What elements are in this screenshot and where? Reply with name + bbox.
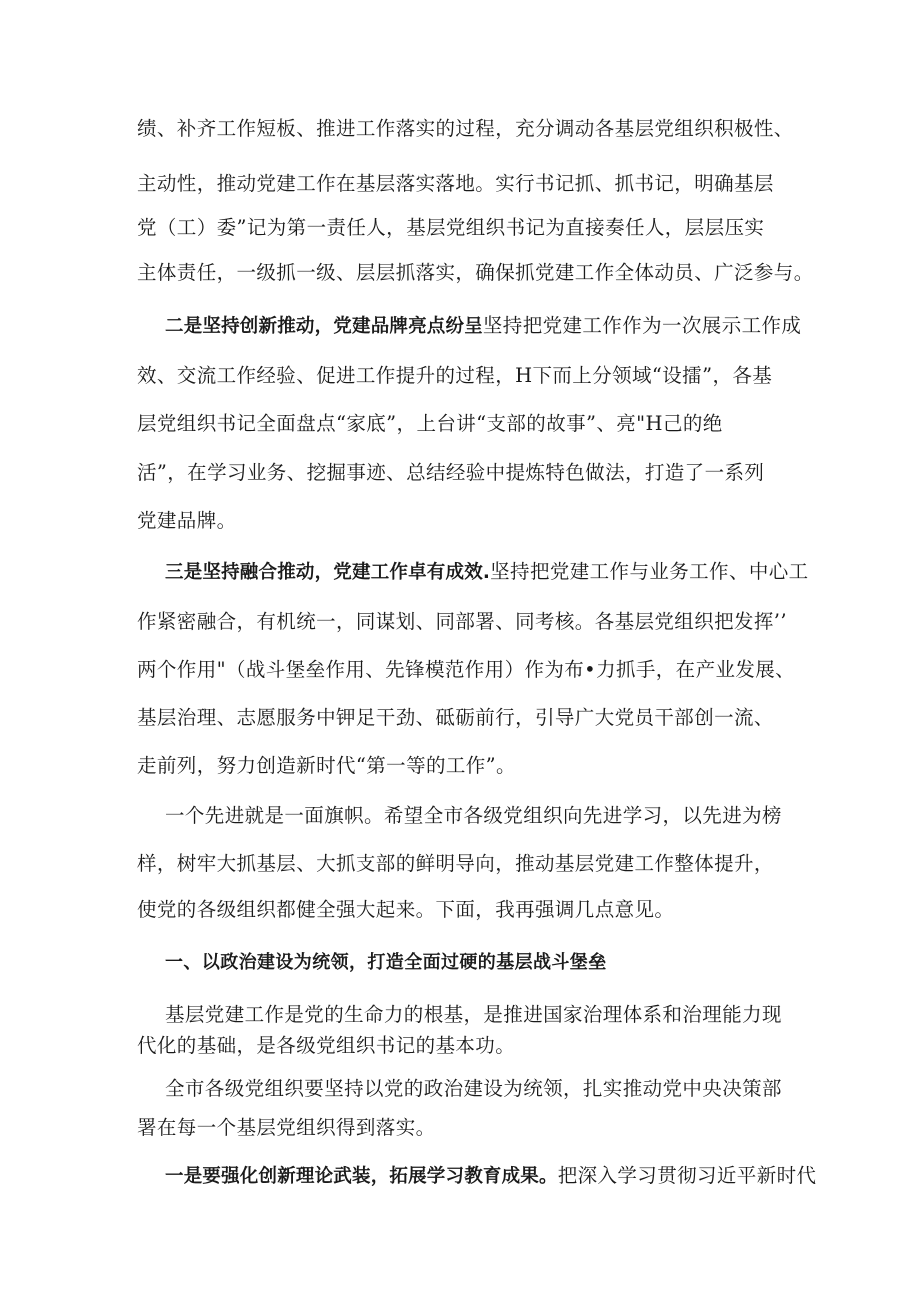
line-text: 活”，在学习业务、挖掘事迹、总结经验中提炼特色做法，打造了一系列 — [137, 461, 765, 484]
line-text: 基层党建工作是党的生命力的根基，是推进国家治理体系和治理能力现 — [165, 1003, 782, 1026]
line-text: 使党的各级组织都健全强大起来。下面，我再强调几点意见。 — [137, 898, 675, 921]
line-text: 署在每一个基层党组织得到落实。 — [137, 1116, 436, 1139]
line-text: 党建品牌。 — [137, 509, 237, 532]
paragraph-lead-line — [165, 560, 809, 585]
text-line — [137, 364, 772, 388]
line-text: 效、交流工作经验、促进工作提升的过程，H下而上分领域“设擂”，各基 — [137, 364, 773, 387]
text-line — [137, 216, 764, 240]
text-line — [137, 261, 814, 285]
line-text: 两个作用"（战斗堡垒作用、先锋模范作用）作为布•力抓手，在产业发展、 — [137, 658, 796, 681]
text-line — [137, 898, 674, 922]
text-line — [165, 1003, 782, 1027]
line-text: 全市各级党组织要坚持以党的政治建设为统领，扎实推动党中央决策部 — [165, 1077, 782, 1100]
line-text: 作紧密融合，有机统一，同谋划、同部署、同考核。各基层党组织把发挥’’ — [137, 610, 787, 633]
text-line — [137, 412, 723, 436]
text-line — [137, 1116, 436, 1140]
text-line — [137, 610, 787, 634]
line-text: 绩、补齐工作短板、推进工作落实的过程，充分调动各基层党组织积极性、 — [137, 117, 794, 140]
line-text: 基层治理、志愿服务中钾足干劲、砥砺前行，引导广大党员干部创一流、 — [137, 706, 774, 729]
text-line — [137, 461, 764, 485]
line-text: 主体责任，一级抓一级、层层抓落实，确保抓党建工作全体动员、广泛参与。 — [137, 261, 814, 284]
text-line — [137, 852, 774, 876]
line-text: 把深入学习贯彻习近平新时代 — [557, 1164, 817, 1187]
text-line — [137, 172, 774, 196]
line-text: 主动性，推动党建工作在基层落实落地。实行书记抓、抓书记，明确基层 — [137, 172, 774, 195]
text-line — [137, 509, 237, 533]
line-text: 坚持把党建工作与业务工作、中心工 — [490, 560, 809, 583]
text-line — [137, 706, 774, 730]
paragraph-lead: 二是坚持创新推动，党建品牌亮点纷呈 — [165, 316, 483, 337]
paragraph-lead-line — [165, 314, 801, 339]
text-line — [137, 658, 795, 682]
paragraph-lead: 三是坚持融合推动，党建工作卓有成效. — [165, 562, 491, 583]
section-heading — [165, 950, 607, 975]
line-text: 走前列，努力创造新时代“第一等的工作”。 — [137, 754, 516, 777]
text-line — [165, 804, 782, 828]
line-text: 党（工）委”记为第一责任人，基层党组织书记为直接奏任人，层层压实 — [137, 216, 765, 239]
line-text: 代化的基础，是各级党组织书记的基本功。 — [137, 1034, 516, 1057]
text-line — [165, 1077, 782, 1101]
section-heading-text: 一、以政治建设为统领，打造全面过硬的基层战斗堡垒 — [165, 952, 607, 973]
text-line — [137, 754, 516, 778]
line-text: 坚持把党建工作作为一次展示工作成 — [482, 314, 802, 337]
line-text: 一个先进就是一面旗帜。希望全市各级党组织向先进学习，以先进为榜 — [165, 804, 782, 827]
paragraph-lead-line — [165, 1164, 816, 1189]
text-line — [137, 117, 794, 141]
line-text: 样，树牢大抓基层、大抓支部的鲜明导向，推动基层党建工作整体提升， — [137, 852, 774, 875]
text-line — [137, 1034, 515, 1058]
paragraph-lead: 一是要强化创新理论武装，拓展学习教育成果。 — [165, 1166, 558, 1187]
line-text: 层党组织书记全面盘点“家底”，上台讲“支部的故事”、亮"H己的绝 — [137, 412, 723, 435]
